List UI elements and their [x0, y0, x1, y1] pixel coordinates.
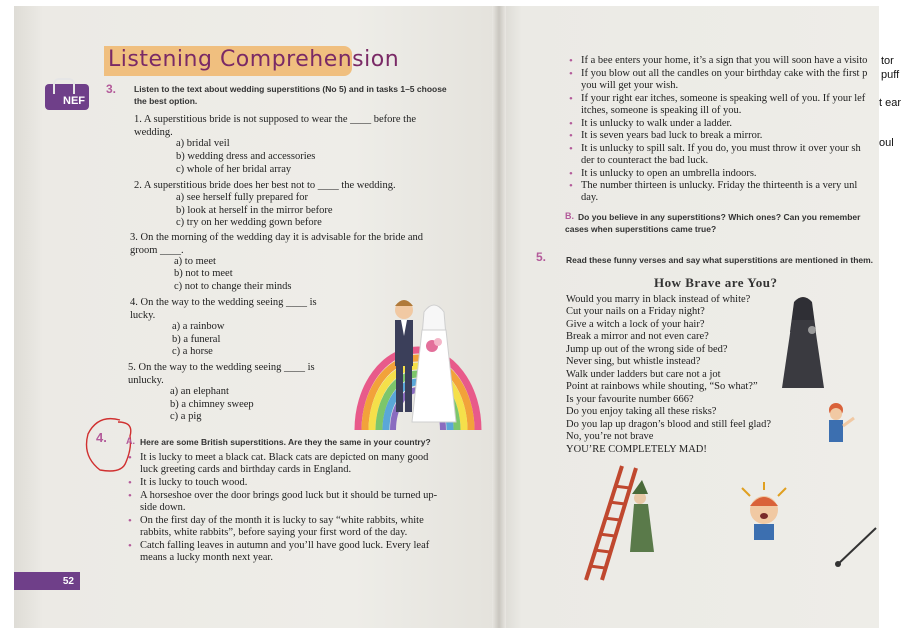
question-3-option-a: a) to meet: [174, 256, 216, 267]
right-bullet-3: • If your right ear itches, someone is speaking well of you. If your lef itches, someone is speaking ill of you.: [581, 93, 881, 117]
poem-line-11: Do you lap up dragon’s blood and still feel glad?: [566, 419, 772, 430]
badge-label: NEF: [63, 95, 85, 107]
right-bullet-4: • It is unlucky to walk under a ladder.: [581, 118, 881, 130]
boy-illustration: [820, 398, 880, 456]
right-bullet-1: • If a bee enters your home, it’s a sign that you will soon have a visito: [581, 55, 881, 67]
scan-margin-overlay: [879, 0, 919, 638]
poem-line-9: Is your favourite number 666?: [566, 394, 694, 405]
overflow-word-3: t ear: [879, 97, 902, 109]
question-4-option-c: c) a horse: [172, 346, 213, 357]
question-1: 1. A superstitious bride is not supposed to wear the ____ before the wedding.: [134, 114, 416, 138]
exercise-4a-letter: A.: [126, 436, 135, 446]
poem-line-13: YOU’RE COMPLETELY MAD!: [566, 444, 707, 455]
question-3: 3. On the morning of the wedding day it is advisable for the bride and groom ____.: [130, 232, 424, 256]
question-3-option-c: c) not to change their minds: [174, 281, 292, 292]
poem-title: How Brave are You?: [654, 275, 778, 290]
exercise-3-instruction-line-2: the best option.: [134, 96, 198, 106]
question-2-option-a: a) see herself fully prepared for: [176, 192, 309, 203]
superstition-bullet-2: • It is lucky to touch wood.: [140, 477, 460, 489]
exercise-3-number: 3.: [106, 82, 117, 96]
overflow-word-2: puff: [881, 69, 900, 81]
question-5: 5. On the way to the wedding seeing ____ is unlucky.: [128, 362, 315, 386]
superstition-bullet-3: • A horseshoe over the door brings good luck but it should be turned up- side down.: [140, 490, 460, 514]
exercise-4b-text-line-2: cases when superstitions came true?: [565, 224, 717, 234]
question-5-option-b: b) a chimney sweep: [170, 399, 254, 410]
book-gutter: [492, 6, 506, 628]
question-4-option-b: b) a funeral: [172, 334, 221, 345]
question-2: 2. A superstitious bride does her best not to ____ the wedding.: [134, 180, 396, 191]
poem-line-4: Break a mirror and not even care?: [566, 331, 709, 342]
exercise-5-number: 5.: [536, 250, 547, 264]
question-5-option-a: a) an elephant: [170, 386, 229, 397]
question-1-option-b: b) wedding dress and accessories: [176, 151, 316, 162]
exercise-3-instruction-line-1: Listen to the text about wedding superstitions (No 5) and in tasks 1–5 choose: [134, 84, 447, 94]
superstition-bullet-4: • On the first day of the month it is lucky to say “white rabbits, white rabbits, white rabbits”, before saying your first word of the day.: [140, 515, 460, 539]
right-bullet-2: • If you blow out all the candles on your birthday cake with the first p you will get your wish.: [581, 68, 881, 92]
nef-headphones-icon: [45, 84, 89, 110]
question-2-option-b: b) look at herself in the mirror before: [176, 205, 333, 216]
overflow-word-1: tor: [881, 55, 894, 67]
exercise-5-instruction: Read these funny verses and say what superstitions are mentioned in them.: [566, 255, 874, 265]
poem-line-7: Walk under ladders but care not a jot: [566, 369, 721, 380]
exercise-4b-text-line-1: Do you believe in any superstitions? Which ones? Can you remember: [578, 212, 861, 222]
right-bullet-6: • It is unlucky to spill salt. If you do, you must throw it over your sh der to counteract the bad luck.: [581, 143, 881, 167]
right-bullet-8: • The number thirteen is unlucky. Friday the thirteenth is a very unl day.: [581, 180, 881, 204]
question-4: 4. On the way to the wedding seeing ____ is lucky.: [130, 297, 317, 321]
poem-line-12: No, you’re not brave: [566, 431, 654, 442]
question-1-option-c: c) whole of her bridal array: [176, 164, 292, 175]
exercise-4-number: 4.: [96, 430, 107, 445]
right-bullet-7: • It is unlucky to open an umbrella indoors.: [581, 168, 881, 180]
question-5-option-c: c) a pig: [170, 411, 202, 422]
poem-line-1: Would you marry in black instead of white?: [566, 294, 751, 305]
lamp-fragment-illustration: [832, 520, 879, 570]
exercise-4b-letter: B.: [565, 211, 574, 221]
exercise-4a-instruction: Here are some British superstitions. Are they the same in your country?: [140, 437, 431, 447]
question-1-option-a: a) bridal veil: [176, 138, 230, 149]
ladder-illustration: [576, 462, 666, 582]
scared-boy-illustration: [736, 480, 792, 542]
poem-line-6: Never sing, but whistle instead?: [566, 356, 701, 367]
wedding-couple-rainbow-illustration: [352, 280, 482, 440]
page-title: Listening Comprehension: [108, 47, 400, 72]
poem-line-5: Jump up out of the wrong side of bed?: [566, 344, 728, 355]
poem-line-3: Give a witch a lock of your hair?: [566, 319, 705, 330]
question-2-option-c: c) try on her wedding gown before: [176, 217, 322, 228]
poem-line-10: Do you enjoy taking all these risks?: [566, 406, 717, 417]
question-4-option-a: a) a rainbow: [172, 321, 225, 332]
right-bullet-5: • It is seven years bad luck to break a mirror.: [581, 130, 881, 142]
question-3-option-b: b) not to meet: [174, 268, 233, 279]
poem-line-2: Cut your nails on a Friday night?: [566, 306, 705, 317]
poem-line-8: Point at rainbows while shouting, “So what?”: [566, 381, 758, 392]
superstition-bullet-1: • It is lucky to meet a black cat. Black cats are depicted on many good luck greeting cards and birthday cards in England.: [140, 452, 460, 476]
superstition-bullet-5: • Catch falling leaves in autumn and you’ll have good luck. Every leaf means a lucky month next year.: [140, 540, 460, 564]
page-number: 52: [14, 572, 80, 590]
overflow-word-4: oul: [879, 137, 894, 149]
bride-in-black-illustration: [778, 292, 828, 392]
